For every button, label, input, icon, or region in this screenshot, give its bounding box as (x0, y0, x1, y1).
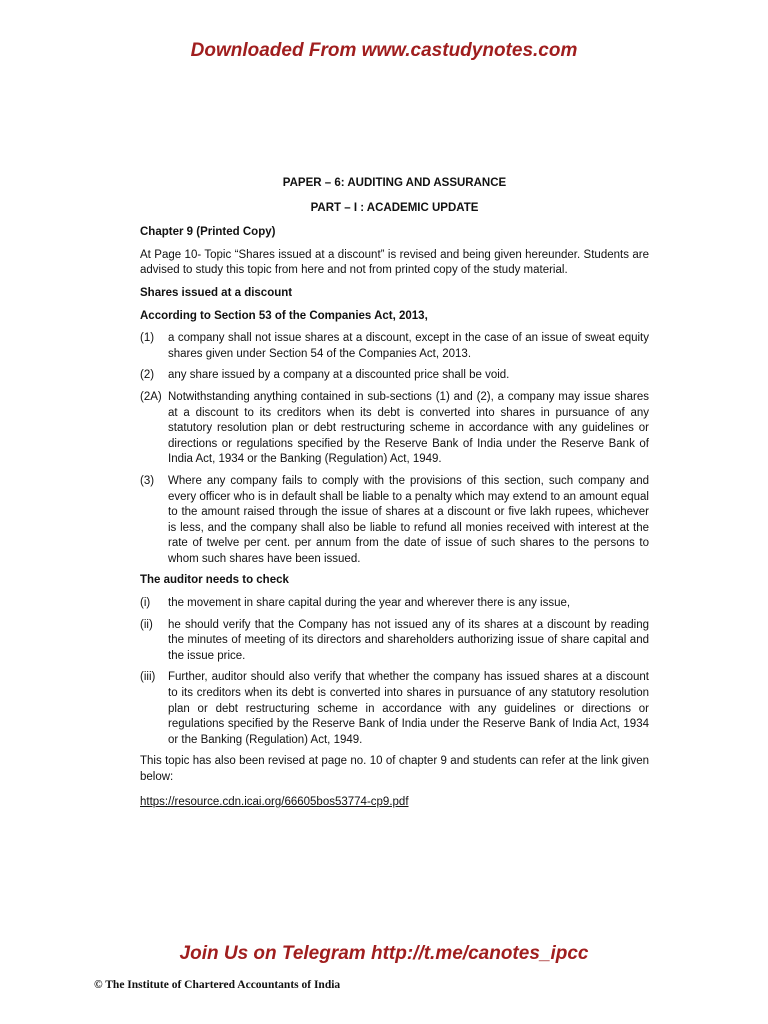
section53-heading: According to Section 53 of the Companies Act, 2013, (140, 309, 428, 322)
item-text: he should verify that the Company has not issued any of its shares at a discount by reading the minutes of meeting of its directors and shareholders authorizing issue of share capital and the issue price. (168, 618, 649, 662)
item-text: Where any company fails to comply with the provisions of this section, such company and every officer who is in default shall be liable to a penalty which may extend to an amount equal to the amount raised through the issue of shares at a discount or five lakh rupees, whichever is less, and the company shall also be liable to refund all monies received with interest at the rate of twelve per cent. per annum from the date of issue of such shares to the persons to whom such shares have been issued. (168, 474, 649, 565)
intro-paragraph: At Page 10- Topic “Shares issued at a discount” is revised and being given hereunder. Students are advised to study this topic from here and not from printed copy of the study material. (140, 248, 649, 277)
auditor-item-iii (140, 670, 649, 748)
section53-item-3 (140, 474, 649, 568)
section-heading: Shares issued at a discount (140, 286, 293, 299)
item-number: (1) (140, 332, 155, 345)
revision-note: This topic has also been revised at page no. 10 of chapter 9 and students can refer at the link given below: (140, 755, 649, 783)
item-text: Further, auditor should also verify that whether the company has issued shares at a discount to its creditors when its debt is converted into shares in pursuance of any statutory resolution plan or debt restructuring scheme in accordance with any guidelines or directions or regulations specified by the Reserve Bank of India under the Reserve Bank of India Act, 1934 or the Banking (Regulation) Act, 1949. (168, 671, 649, 746)
study-material-link[interactable]: https://resource.cdn.icai.org/66605bos53774-cp9.pdf (140, 795, 409, 808)
item-number: (ii) (140, 618, 153, 631)
section53-item-2 (140, 368, 649, 384)
item-text: Notwithstanding anything contained in sub-sections (1) and (2), a company may issue shares at a discount to its creditors when its debt is converted into shares in pursuance of any statutory resolution plan or debt restructuring scheme in accordance with any guidelines or directions or regulations specified by the Reserve Bank of India under the Reserve Bank of India Act, 1934 or the Banking (Regulation) Act, 1949. (168, 390, 649, 466)
section53-item-2a (140, 390, 649, 468)
paper-title: PAPER – 6: AUDITING AND ASSURANCE (282, 177, 507, 189)
copyright-footer: © The Institute of Chartered Accountants of India (94, 979, 341, 991)
item-text: a company shall not issue shares at a discount, except in the case of an issue of sweat equity shares given under Section 54 of the Companies Act, 2013. (168, 332, 649, 360)
document-body (140, 176, 649, 810)
telegram-banner: Join Us on Telegram http://t.me/canotes_ipcc (179, 943, 589, 964)
item-number: (i) (140, 597, 151, 610)
auditor-item-ii (140, 618, 649, 665)
chapter-heading: Chapter 9 (Printed Copy) (140, 226, 276, 239)
item-text: any share issued by a company at a discounted price shall be void. (168, 369, 510, 382)
item-number: (iii) (140, 671, 156, 684)
header-banner: Downloaded From www.castudynotes.com (190, 40, 578, 61)
item-number: (2) (140, 369, 155, 382)
item-number: (2A) (140, 390, 162, 403)
part-title: PART – I : ACADEMIC UPDATE (310, 201, 479, 214)
auditor-item-i (140, 596, 649, 612)
item-number: (3) (140, 474, 155, 487)
item-text: the movement in share capital during the year and wherever there is any issue, (168, 597, 571, 610)
section53-item-1 (140, 331, 649, 362)
auditor-heading: The auditor needs to check (140, 574, 289, 587)
